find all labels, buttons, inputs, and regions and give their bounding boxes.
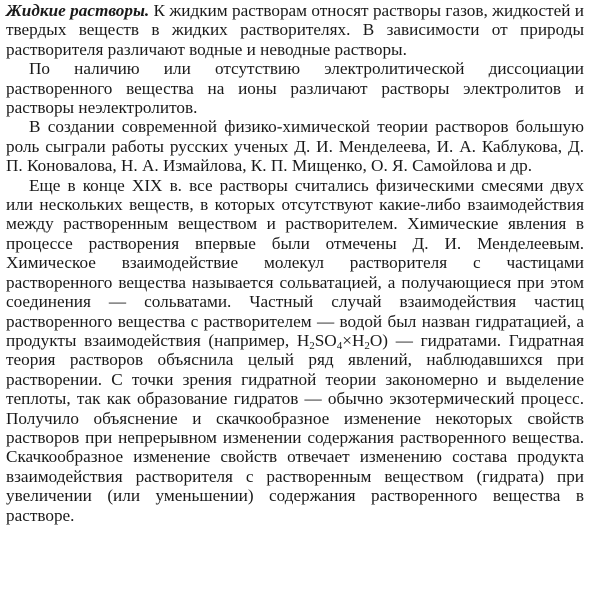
chemical-formula: $H_2SO_4\times H_2O$ [296,330,383,352]
paragraph-text-before-formula: Еще в конце XIX в. все растворы считались физическими смесями двух или нескольких веществ, в которых отсутствуют какие-либо взаимодействия между растворенным веществом и растворителем. Химические явления в процессе растворения впервые были отмечены Д. И. Менделеевым. Химическое взаимодействие молекул растворителя с частицами растворенного вещества называется сольватацией, а получающиеся при этом соединения — сольватами. Частный случай взаимодействия частиц растворенного вещества с растворителем — водой был назван гидратацией, а продукты взаимодействия (например, [6,175,584,350]
paragraph-intro-text: К жидким растворам относят растворы газов, жидкостей и твердых веществ в жидких растворителях. В зависимости от природы растворителя различают водные и неводные растворы. [6,1,584,59]
paragraph-liquid-solutions [6,1,584,59]
paragraph-hydrate-theory [6,176,584,525]
paragraph-russian-scientists: В создании современной физико-химической теории растворов большую роль сыграли работы русских ученых Д. И. Менделеева, И. А. Каблукова, Д. П. Коновалова, Н. А. Измайлова, К. П. Мищенко, О. Я. Самойлова и др. [6,117,584,176]
paragraph-electrolytes: По наличию или отсутствию электролитической диссоциации растворенного вещества на ионы различают растворы электролитов и растворы неэлектролитов. [6,59,584,118]
paragraph-text-after-formula: ) — гидратами. Гидратная теория растворов объяснила целый ряд явлений, наблюдавшихся при растворении. С точки зрения гидратной теории закономерно и выделение теплоты, так как образование гидратов — обычно экзотермический процесс. Получило объяснение и скачкообразное изменение некоторых свойств растворов при непрерывном изменении содержания растворенного вещества. Скачкообразное изменение свойств отвечает изменению состава продукта взаимодействия растворителя с растворенным веществом (гидрата) при увеличении (или уменьшении) содержания растворенного вещества в растворе. [6,330,584,525]
section-heading: Жидкие растворы. [6,1,150,20]
